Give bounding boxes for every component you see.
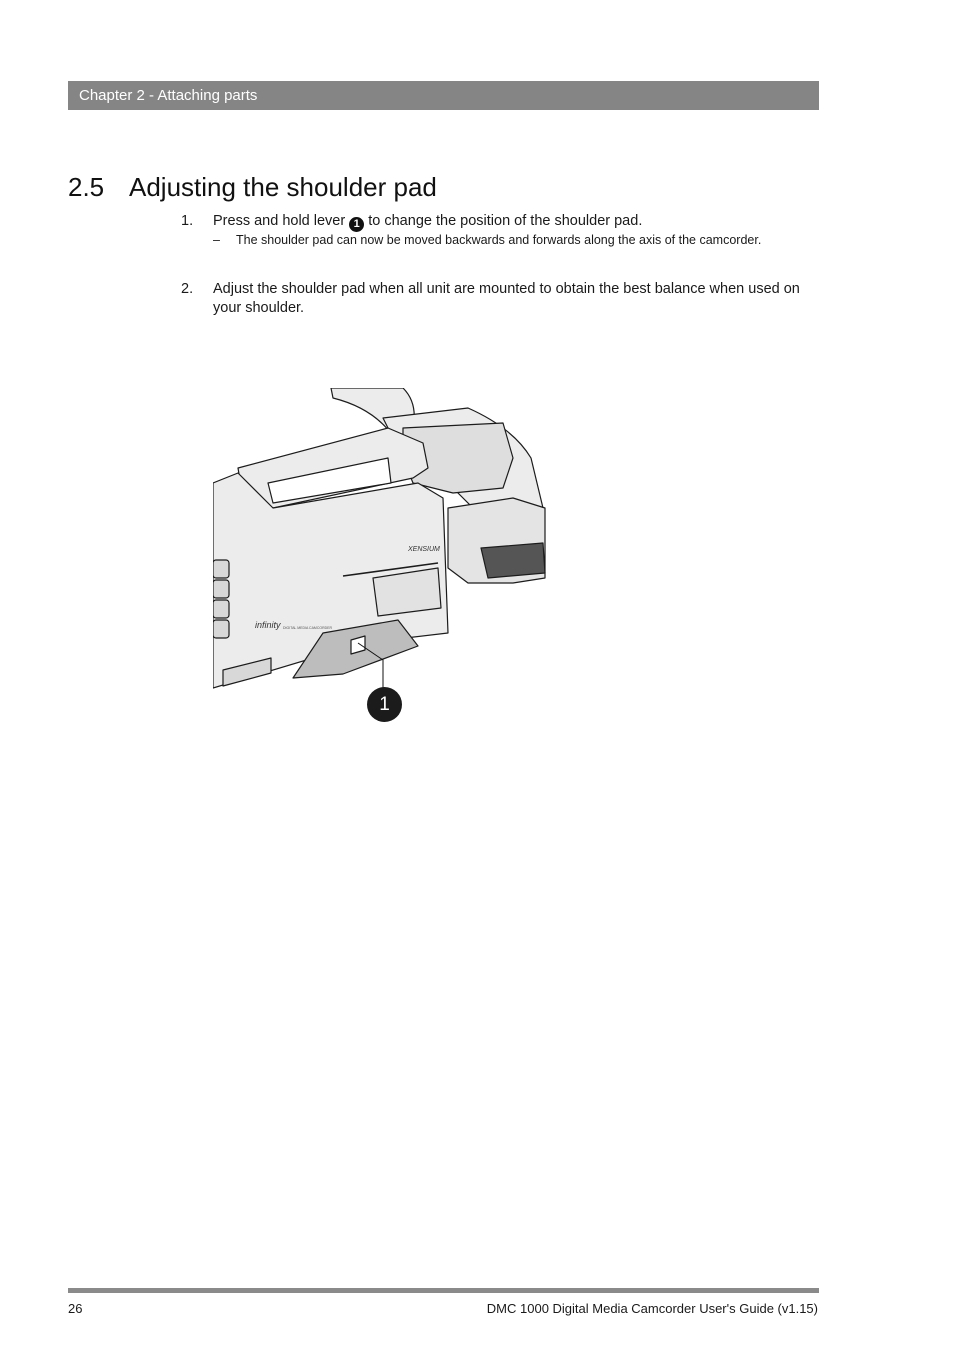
step-1 [181,212,821,232]
step-text: Adjust the shoulder pad when all unit are mounted to obtain the best balance when used on your shoulder. [213,281,800,316]
section-title [68,172,437,203]
page-number: 26 [68,1301,83,1316]
figure-callout-1: 1 [367,687,402,722]
grip-strap [481,543,545,578]
brand-label: XENSIUM [408,546,440,553]
dash-bullet: – [213,233,220,247]
camcorder-illustration [213,388,546,723]
step-number: 1. [181,213,194,229]
front-button [213,620,229,638]
footer-divider [68,1288,819,1293]
document-title: DMC 1000 Digital Media Camcorder User's Guide (v1.15) [486,1301,818,1316]
section-heading: Adjusting the shoulder pad [129,172,437,202]
callout-marker-inline: 1 [349,217,364,232]
step-text: Press and hold lever [213,213,346,229]
step-number: 2. [181,281,194,297]
step-text: to change the position of the shoulder pad. [368,213,643,229]
substep-text: The shoulder pad can now be moved backwards and forwards along the axis of the camcorder. [236,233,762,247]
section-number: 2.5 [68,172,105,202]
model-label: infinity [255,620,281,630]
front-button [213,560,229,578]
step-1-substep [213,231,773,250]
step-2 [181,280,821,318]
front-button [213,600,229,618]
model-sub-label: DIGITAL MEDIA CAMCORDER [283,626,333,630]
chapter-header-bar [68,81,819,110]
chapter-title: Chapter 2 - Attaching parts [79,87,258,104]
front-button [213,580,229,598]
